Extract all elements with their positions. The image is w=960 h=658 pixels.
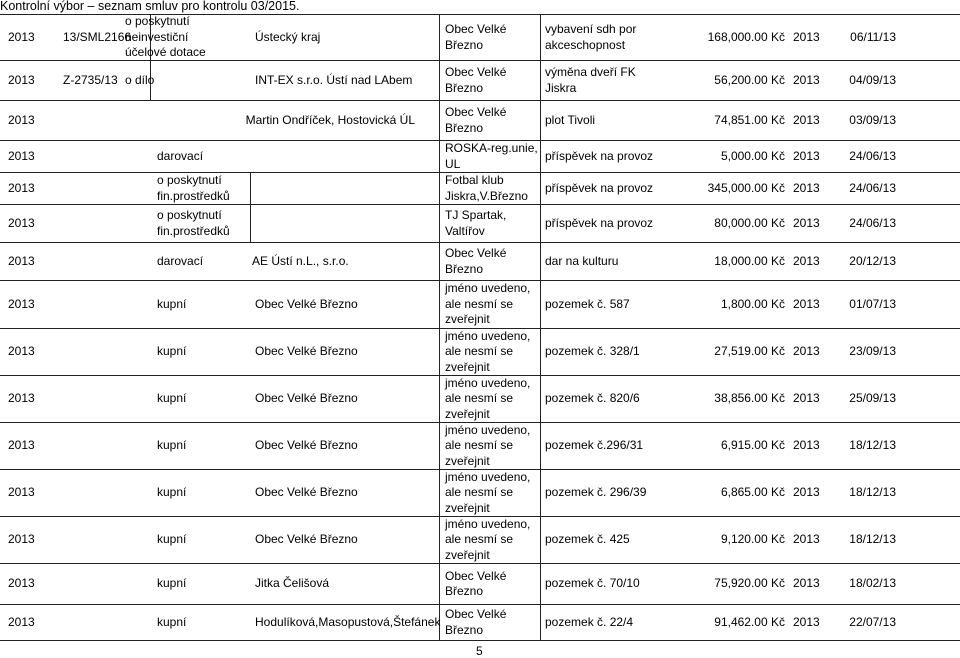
cell-year: 2013 [793, 180, 820, 195]
cell-owner: jméno uvedeno, ale nesmí se zveřejnit [445, 422, 531, 468]
cell-party: Obec Velké Březno [255, 296, 358, 311]
cell-y: 2013 [8, 438, 35, 453]
cell-amount: 56,200.00 Kč [714, 72, 785, 87]
cell-date: 23/09/13 [849, 344, 896, 359]
cell-amount: 91,462.00 Kč [714, 614, 785, 629]
cell-year: 2013 [793, 148, 820, 163]
cell-owner: jméno uvedeno, ale nesmí se zveřejnit [445, 328, 531, 374]
cell-subject: pozemek č. 820/6 [545, 391, 640, 406]
cell-amount: 75,920.00 Kč [714, 576, 785, 591]
cell-owner: Obec Velké Březno [445, 105, 507, 135]
cell-year: 2013 [793, 485, 820, 500]
cell-subject: příspěvek na provoz [545, 148, 654, 163]
cell-party: AE Ústí n.L., s.r.o. [252, 253, 349, 268]
cell-y: 2013 [8, 576, 35, 591]
cell-date: 06/11/13 [850, 29, 896, 44]
cell-type: darovací [157, 253, 204, 268]
cell-owner: TJ Spartak, Valtířov [445, 208, 507, 238]
cell-subject: pozemek č. 22/4 [545, 614, 634, 629]
cell-amount: 80,000.00 Kč [714, 215, 785, 230]
cell-type: o poskytnutí fin.prostředků [157, 208, 230, 238]
cell-owner: Obec Velké Březno [445, 65, 507, 95]
cell-subject: pozemek č. 587 [545, 296, 630, 311]
cell-amount: 74,851.00 Kč [714, 112, 785, 127]
page-title: Kontrolní výbor – seznam smluv pro kontrolu 03/2015. [0, 0, 300, 13]
cell-year: 2013 [793, 532, 820, 547]
cell-party: Obec Velké Březno [255, 391, 358, 406]
cell-date: 18/12/13 [849, 438, 896, 453]
cell-amount: 6,865.00 Kč [720, 485, 785, 500]
cell-amount: 5,000.00 Kč [720, 148, 785, 163]
cell-date: 20/12/13 [849, 253, 896, 268]
cell-y: 2013 [8, 148, 35, 163]
row-divider [0, 204, 960, 205]
cell-date: 18/12/13 [849, 532, 896, 547]
cell-party: Obec Velké Březno [255, 485, 358, 500]
cell-y: 2013 [8, 532, 35, 547]
cell-num: Z-2735/13 [63, 72, 118, 87]
cell-date: 25/09/13 [849, 391, 896, 406]
cell-year: 2013 [793, 576, 820, 591]
cell-type: o poskytnutí fin.prostředků [157, 173, 230, 203]
cell-y: 2013 [8, 180, 35, 195]
cell-owner: jméno uvedeno, ale nesmí se zveřejnit [445, 281, 531, 327]
cell-subject: pozemek č. 425 [545, 532, 630, 547]
cell-party: Martin Ondříček, Hostovická ÚL [245, 112, 415, 127]
cell-subject: příspěvek na provoz [545, 180, 654, 195]
cell-date: 18/12/13 [849, 485, 896, 500]
cell-year: 2013 [793, 614, 820, 629]
cell-party: Hodulíková,Masopustová,Štefánek [255, 614, 441, 629]
cell-year: 2013 [793, 344, 820, 359]
cell-date: 01/07/13 [849, 296, 896, 311]
cell-y: 2013 [8, 485, 35, 500]
cell-party: Ústecký kraj [255, 29, 321, 44]
cell-date: 24/06/13 [849, 215, 896, 230]
cell-amount: 18,000.00 Kč [714, 253, 785, 268]
cell-type: kupní [157, 532, 187, 547]
cell-subject: pozemek č.296/31 [545, 438, 644, 453]
cell-subject: dar na kulturu [545, 253, 619, 268]
cell-year: 2013 [793, 253, 820, 268]
cell-y: 2013 [8, 296, 35, 311]
page-number: 5 [476, 644, 483, 658]
row-divider [0, 604, 960, 605]
cell-party: Obec Velké Březno [255, 344, 358, 359]
cell-type: kupní [157, 438, 187, 453]
cell-subject: příspěvek na provoz [545, 215, 654, 230]
cell-party: Obec Velké Březno [255, 438, 358, 453]
cell-year: 2013 [793, 438, 820, 453]
cell-party: INT-EX s.r.o. Ústí nad LAbem [255, 72, 413, 87]
cell-subject: pozemek č. 70/10 [545, 576, 640, 591]
column-divider [250, 172, 251, 242]
cell-subject: plot Tivoli [545, 112, 596, 127]
cell-subject: výměna dveří FK Jiskra [545, 65, 636, 95]
row-divider [0, 242, 960, 243]
cell-date: 04/09/13 [849, 72, 896, 87]
cell-amount: 27,519.00 Kč [714, 344, 785, 359]
cell-year: 2013 [793, 296, 820, 311]
cell-subject: pozemek č. 328/1 [545, 344, 640, 359]
cell-amount: 345,000.00 Kč [707, 180, 785, 195]
cell-y: 2013 [8, 391, 35, 406]
cell-owner: ROSKA-reg.unie, UL [445, 141, 538, 171]
cell-year: 2013 [793, 391, 820, 406]
cell-date: 22/07/13 [849, 614, 896, 629]
cell-year: 2013 [793, 215, 820, 230]
cell-owner: Obec Velké Březno [445, 568, 507, 598]
cell-year: 2013 [793, 72, 820, 87]
row-divider [0, 640, 960, 641]
cell-party: Jitka Čelišová [255, 576, 330, 591]
cell-type: o dílo [125, 72, 155, 87]
cell-party: Obec Velké Březno [255, 532, 358, 547]
cell-y: 2013 [8, 72, 35, 87]
row-divider [0, 100, 960, 101]
cell-date: 18/02/13 [849, 576, 896, 591]
cell-owner: Obec Velké Březno [445, 246, 507, 276]
cell-type: kupní [157, 614, 187, 629]
cell-year: 2013 [793, 29, 820, 44]
cell-y: 2013 [8, 215, 35, 230]
cell-type: kupní [157, 485, 187, 500]
cell-type: kupní [157, 391, 187, 406]
cell-owner: Obec Velké Březno [445, 607, 507, 637]
cell-owner: jméno uvedeno, ale nesmí se zveřejnit [445, 469, 531, 515]
cell-type: kupní [157, 296, 187, 311]
cell-date: 03/09/13 [849, 112, 896, 127]
cell-y: 2013 [8, 112, 35, 127]
cell-amount: 1,800.00 Kč [720, 296, 785, 311]
cell-owner: jméno uvedeno, ale nesmí se zveřejnit [445, 516, 531, 562]
cell-type: o poskytnutí neinvestiční účelové dotace [125, 14, 206, 60]
cell-amount: 9,120.00 Kč [720, 532, 785, 547]
cell-subject: vybavení sdh por akceschopnost [545, 22, 637, 52]
cell-amount: 6,915.00 Kč [720, 438, 785, 453]
cell-type: kupní [157, 344, 187, 359]
cell-y: 2013 [8, 344, 35, 359]
cell-type: kupní [157, 576, 187, 591]
cell-amount: 168,000.00 Kč [707, 29, 785, 44]
cell-type: darovací [157, 148, 204, 163]
column-divider [439, 14, 440, 640]
cell-date: 24/06/13 [849, 180, 896, 195]
cell-year: 2013 [793, 112, 820, 127]
cell-y: 2013 [8, 29, 35, 44]
cell-owner: jméno uvedeno, ale nesmí se zveřejnit [445, 375, 531, 421]
cell-owner: Fotbal klub Jiskra,V.Březno [445, 173, 528, 203]
cell-y: 2013 [8, 253, 35, 268]
cell-amount: 38,856.00 Kč [714, 391, 785, 406]
cell-subject: pozemek č. 296/39 [545, 485, 647, 500]
cell-num: 13/SML2166 [63, 29, 132, 44]
cell-date: 24/06/13 [849, 148, 896, 163]
cell-owner: Obec Velké Březno [445, 22, 507, 52]
cell-y: 2013 [8, 614, 35, 629]
column-divider [540, 14, 541, 640]
